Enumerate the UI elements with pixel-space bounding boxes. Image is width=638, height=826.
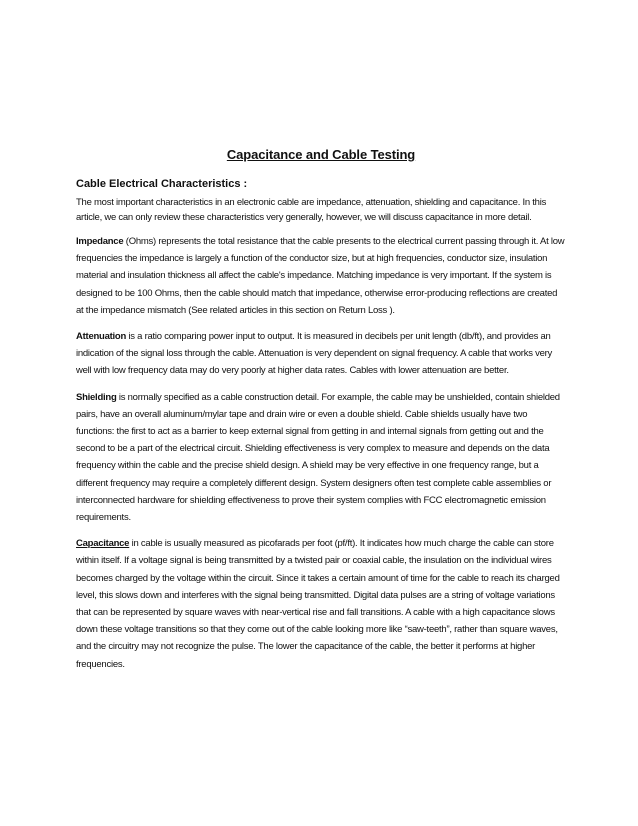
impedance-body: (Ohms) represents the total resistance that the cable presents to the electrical current passing through it. At low frequencies the impedance is largely a function of the conductor size, but at high frequencies, conductor size, insulation material and insulation thickness all affect the cable's impedance. Matching impedance is very important. If the system is designed to be 100 Ohms, then the cable should match that impedance, otherwise error-producing reflections are created at the impedance mismatch (See related articles in this section on Return Loss ). [76, 236, 565, 316]
document-page [76, 146, 566, 682]
intro-paragraph: The most important characteristics in an electronic cable are impedance, attenuation, shielding and capacitance. In this article, we can only review these characteristics very generally, however, we will discuss capacitance in more detail. [76, 197, 547, 223]
attenuation-term: Attenuation [76, 331, 127, 343]
section-heading: Cable Electrical Characteristics : [76, 178, 248, 190]
capacitance-term: Capacitance [76, 538, 130, 550]
capacitance-paragraph [76, 535, 566, 673]
attenuation-paragraph [76, 328, 566, 380]
attenuation-body: is a ratio comparing power input to output. It is measured in decibels per unit length (db/ft), and provides an indication of the signal loss through the cable. Attenuation is very dependent on signal frequency. A cable that works very well with low frequency data may do very poorly at higher data rates. Cables with lower attenuation are better. [76, 331, 553, 377]
shielding-body: is normally specified as a cable construction detail. For example, the cable may be unshielded, contain shielded pairs, have an overall aluminum/mylar tape and drain wire or even a double shield. Cable shields usually have two functions: the first to act as a barrier to keep external signal from getting in and internal signals from getting out and the second to be a part of the electrical circuit. Shielding effectiveness is very complex to measure and depends on the data frequency within the cable and the precise shield design. A shield may be very effective in one frequency range, but a different frequency may require a completely different design. System designers often test complete cable assemblies or interconnected hardware for shielding effectiveness to prove their system complies with FCC electromagnetic emission requirements. [76, 391, 560, 524]
document-title: Capacitance and Cable Testing [226, 147, 416, 162]
impedance-paragraph [76, 233, 566, 319]
capacitance-body: in cable is usually measured as picofarads per foot (pf/ft). It indicates how much charge the cable can store within itself. If a voltage signal is being transmitted by a twisted pair or coaxial cable, the insulation on the individual wires becomes charged by the voltage within the circuit. Since it takes a certain amount of time for the cable to reach its charged level, this slows down and interferes with the signal being transmitted. Digital data pulses are a string of voltage variations that can be represented by square waves with near-vertical rise and fall transitions. A cable with a high capacitance slows down these voltage transitions so that they come out of the cable looking more like “saw-teeth”, rather than square waves, and the circuitry may not recognize the pulse. The lower the capacitance of the cable, the better it performs at higher frequencies. [76, 538, 560, 670]
shielding-paragraph [76, 389, 566, 527]
impedance-term: Impedance [76, 236, 124, 247]
shielding-term: Shielding [76, 391, 117, 403]
